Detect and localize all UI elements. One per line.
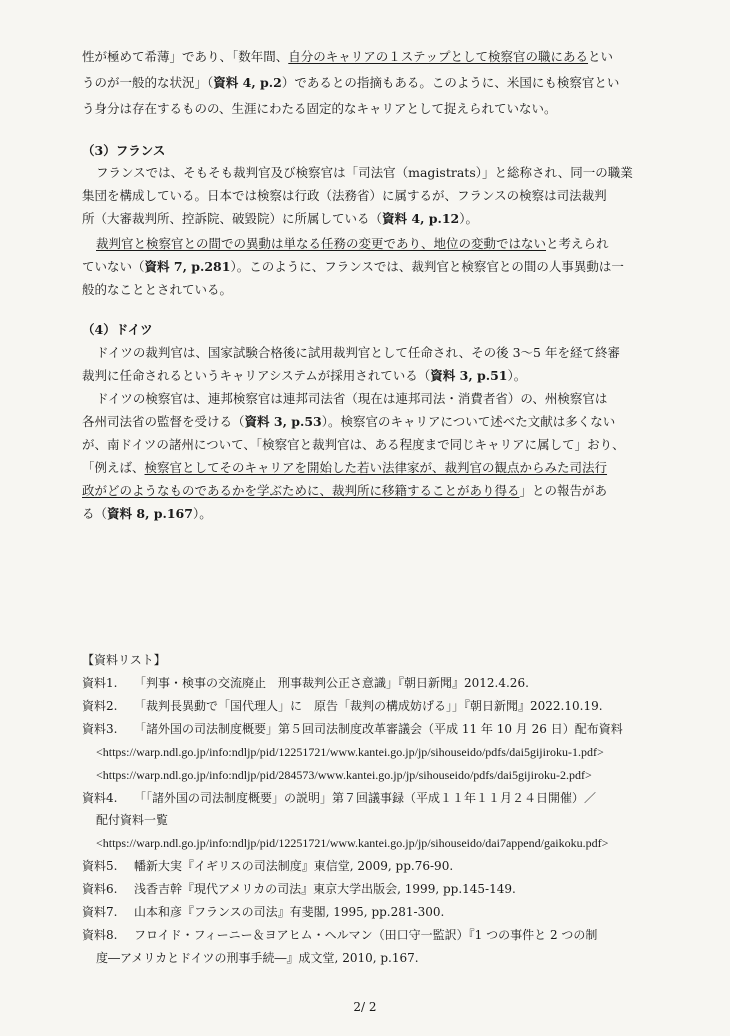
paragraph-line: 各州司法省の監督を受ける（資料 3, p.53）。検察官のキャリアについて述べた文献は多くない <box>82 414 616 429</box>
paragraph-line: ドイツの検察官は、連邦検察官は連邦司法省（現在は連邦司法・消費者省）の、州検察官は <box>96 391 608 406</box>
paragraph-line: 集団を構成している。日本では検察は行政（法務省）に属するが、フランスの検察は司法裁判 <box>82 188 607 203</box>
reference-label: 資料7. <box>82 905 118 919</box>
reference-text: 山本和彦『フランスの司法』有斐閣, 1995, pp.281-300. <box>134 905 445 919</box>
reference-text-continued: 配付資料一覧 <box>96 813 169 827</box>
paragraph-line: 般的なこととされている。 <box>82 282 233 297</box>
reference-list-heading: 【資料リスト】 <box>82 653 166 667</box>
paragraph-line: 裁判官と検察官との間での異動は単なる任務の変更であり、地位の変動ではないと考えられ <box>96 236 609 251</box>
paragraph-line: 性が極めて希薄」であり、「数年間、自分のキャリアの１ステップとして検察官の職にあるとい <box>82 49 614 64</box>
reference-label: 資料2. <box>82 699 118 713</box>
reference-text: 「裁判長異動で「国代理人」に 原告「裁判の構成妨げる」」『朝日新聞』2022.10.19. <box>134 699 603 713</box>
reference-text: 「諸外国の司法制度概要」第５回司法制度改革審議会（平成 11 年 10 月 26 日）配布資料 <box>134 722 623 736</box>
paragraph-line: ドイツの裁判官は、国家試験合格後に試用裁判官として任命され、その後 3～5 年を経て終審 <box>96 345 620 360</box>
reference-label: 資料8. <box>82 928 118 942</box>
paragraph-line: 所（大審裁判所、控訴院、破毀院）に所属している（資料 4, p.12）。 <box>82 211 479 226</box>
reference-label: 資料4. <box>82 791 118 805</box>
reference-label: 資料6. <box>82 882 118 896</box>
reference-text: 「判事・検事の交流廃止 刑事裁判公正さ意識」『朝日新聞』2012.4.26. <box>134 676 529 690</box>
reference-text: フロイド・フィーニー＆ヨアヒム・ヘルマン（田口守一監訳）『1 つの事件と 2 つの制 <box>134 928 598 942</box>
section-heading-france: （3）フランス <box>82 143 166 158</box>
reference-url: <https://warp.ndl.go.jp/info:ndljp/pid/12251721/www.kantei.go.jp/jp/sihouseido/dai7append/gaikoku.pdf> <box>96 836 609 850</box>
paragraph-line: フランスでは、そもそも裁判官及び検察官は「司法官（magistrats）」と総称され、同一の職業 <box>96 165 633 180</box>
paragraph-line: が、南ドイツの諸州について、「検察官と裁判官は、ある程度まで同じキャリアに属して」おり、 <box>82 437 625 452</box>
paragraph-line: うのが一般的な状況」（資料 4, p.2）であるとの指摘もある。このように、米国にも検察官とい <box>82 75 620 90</box>
paragraph-line: 「例えば、検察官としてそのキャリアを開始した若い法律家が、裁判官の観点からみた司法行 <box>82 460 608 475</box>
reference-text: 「「諸外国の司法制度概要」の説明」第７回議事録（平成１１年１１月２４日開催）／ <box>134 791 597 805</box>
reference-label: 資料5. <box>82 859 118 873</box>
reference-url: <https://warp.ndl.go.jp/info:ndljp/pid/284573/www.kantei.go.jp/jp/sihouseido/pdfs/dai5gijiroku-2.pdf> <box>96 768 592 782</box>
reference-text: 幡新大実『イギリスの司法制度』東信堂, 2009, pp.76-90. <box>134 859 454 873</box>
paragraph-line: ていない（資料 7, p.281）。このように、フランスでは、裁判官と検察官との間の人事異動は一 <box>82 259 624 274</box>
paragraph-line: る（資料 8, p.167）。 <box>82 506 212 521</box>
reference-text: 浅香吉幹『現代アメリカの司法』東京大学出版会, 1999, pp.145-149. <box>134 882 516 896</box>
paragraph-line: 政がどのようなものであるかを学ぶために、裁判所に移籍することがあり得る」との報告があ <box>82 483 608 498</box>
section-heading-germany: （4）ドイツ <box>82 322 153 337</box>
reference-url: <https://warp.ndl.go.jp/info:ndljp/pid/12251721/www.kantei.go.jp/jp/sihouseido/pdfs/dai5gijiroku-1.pdf> <box>96 745 604 759</box>
reference-label: 資料1. <box>82 676 118 690</box>
page-number: 2/ 2 <box>353 1000 377 1014</box>
reference-text-continued: 度―アメリカとドイツの刑事手続―』成文堂, 2010, p.167. <box>96 951 419 965</box>
reference-label: 資料3. <box>82 722 118 736</box>
paragraph-line: 裁判に任命されるというキャリアシステムが採用されている（資料 3, p.51）。 <box>82 368 527 383</box>
paragraph-line: う身分は存在するものの、生涯にわたる固定的なキャリアとして捉えられていない。 <box>82 101 557 116</box>
